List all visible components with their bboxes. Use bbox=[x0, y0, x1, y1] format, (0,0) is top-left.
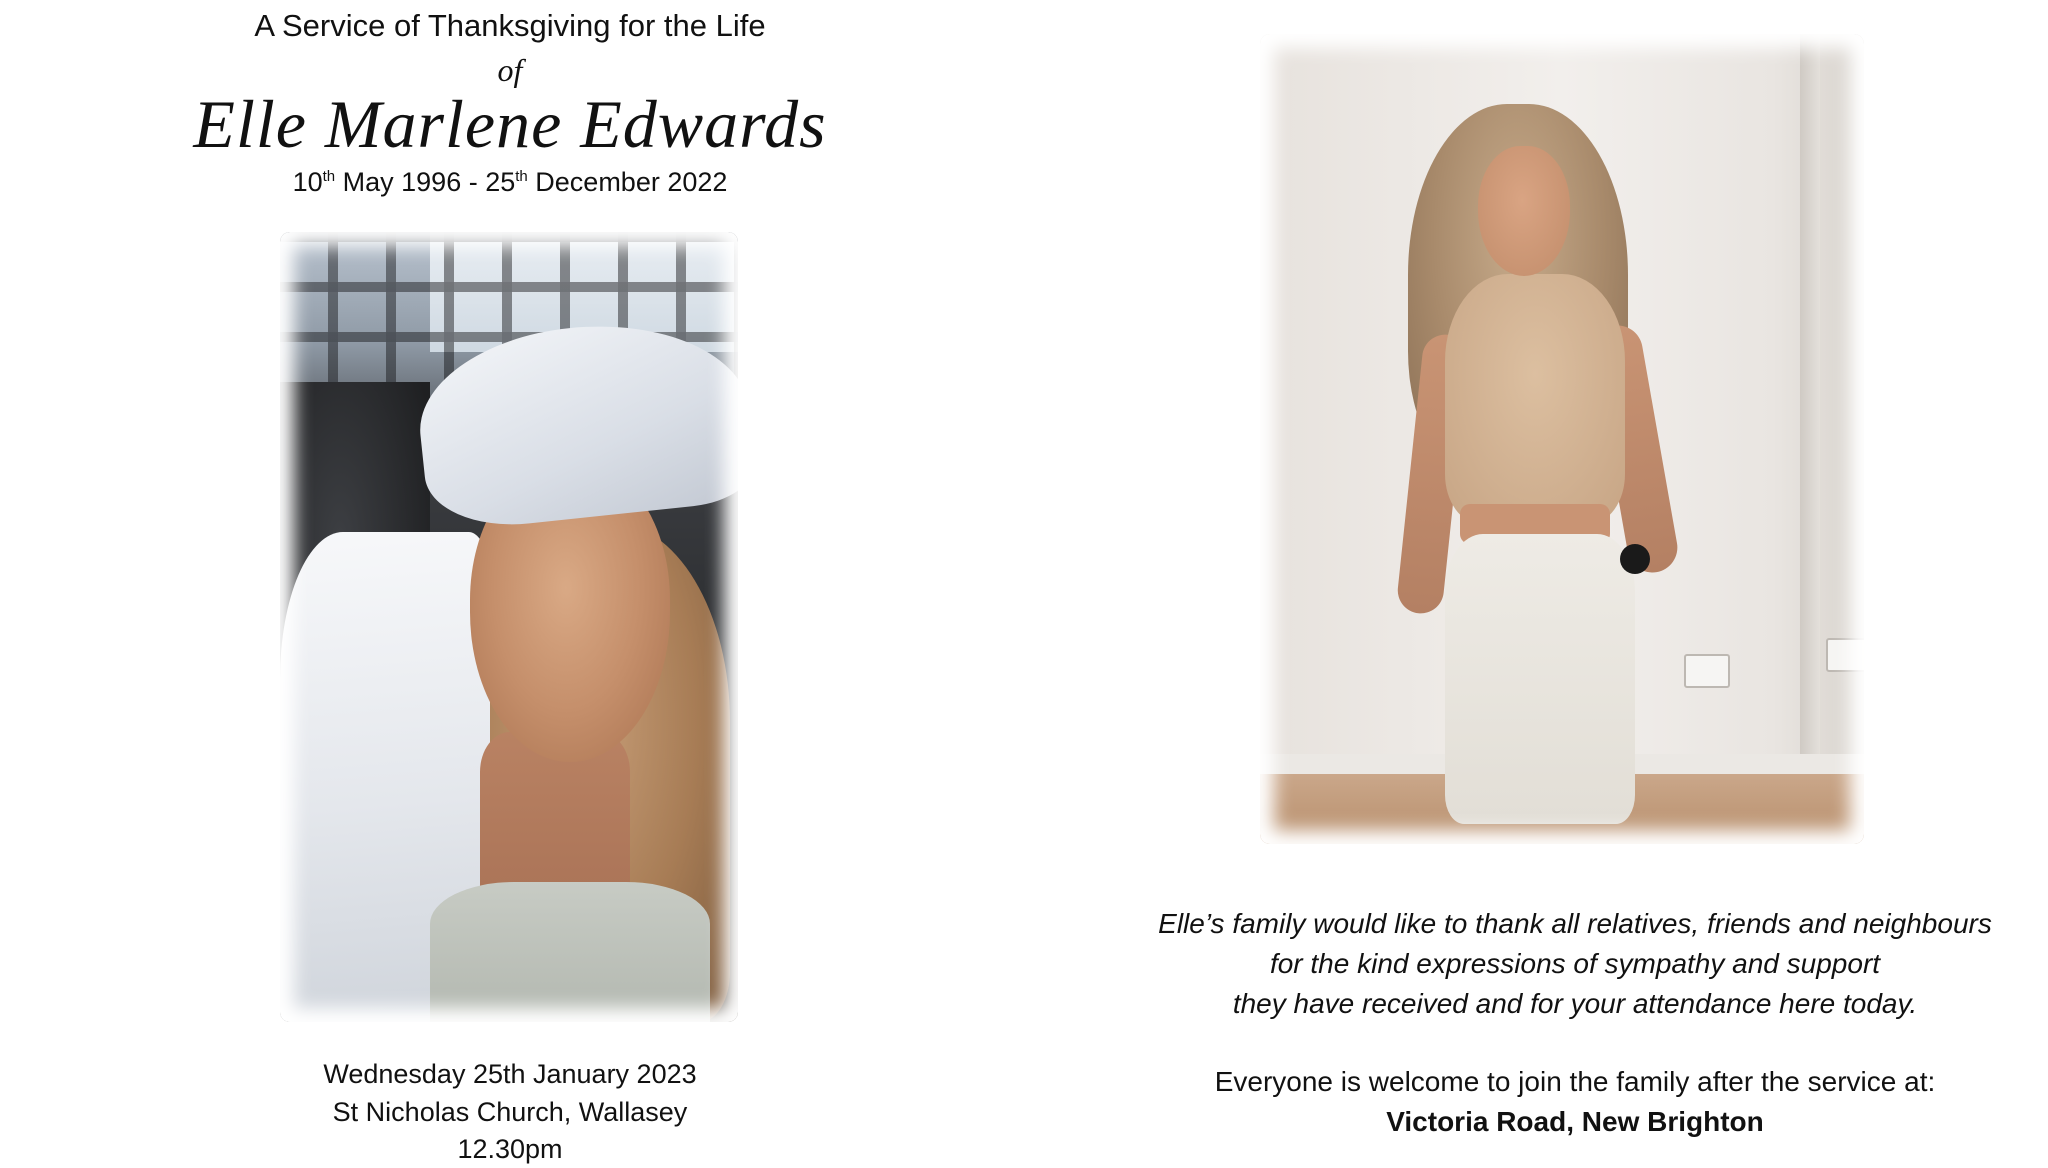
birth-day: 10 bbox=[292, 167, 323, 197]
thanks-line-1: Elle’s family would like to thank all relatives, friends and neighbours bbox=[1158, 908, 1992, 939]
service-title: A Service of Thanksgiving for the Life bbox=[254, 8, 766, 43]
service-time: 12.30pm bbox=[457, 1134, 563, 1164]
portrait-photo-right bbox=[1260, 34, 1864, 844]
life-dates bbox=[0, 162, 1020, 202]
deceased-name: Elle Marlene Edwards bbox=[193, 86, 827, 162]
death-day: 25 bbox=[485, 167, 516, 197]
birth-day-suffix: th bbox=[322, 168, 336, 185]
reception-venue: Victoria Road, New Brighton bbox=[1386, 1106, 1764, 1137]
left-page bbox=[0, 0, 1020, 1164]
service-date: Wednesday 25th January 2023 bbox=[323, 1059, 697, 1089]
of-word: of bbox=[497, 52, 523, 88]
thanks-line-2: for the kind expressions of sympathy and support bbox=[1269, 948, 1881, 979]
thanks-line-3: they have received and for your attendance here today. bbox=[1232, 988, 1918, 1019]
service-venue: St Nicholas Church, Wallasey bbox=[332, 1097, 688, 1127]
welcome-line: Everyone is welcome to join the family after the service at: bbox=[1214, 1066, 1936, 1097]
portrait-photo-left bbox=[280, 232, 738, 1022]
death-day-suffix: th bbox=[515, 168, 528, 185]
birth-rest: May 1996 - bbox=[335, 167, 486, 197]
death-rest: December 2022 bbox=[527, 167, 728, 197]
